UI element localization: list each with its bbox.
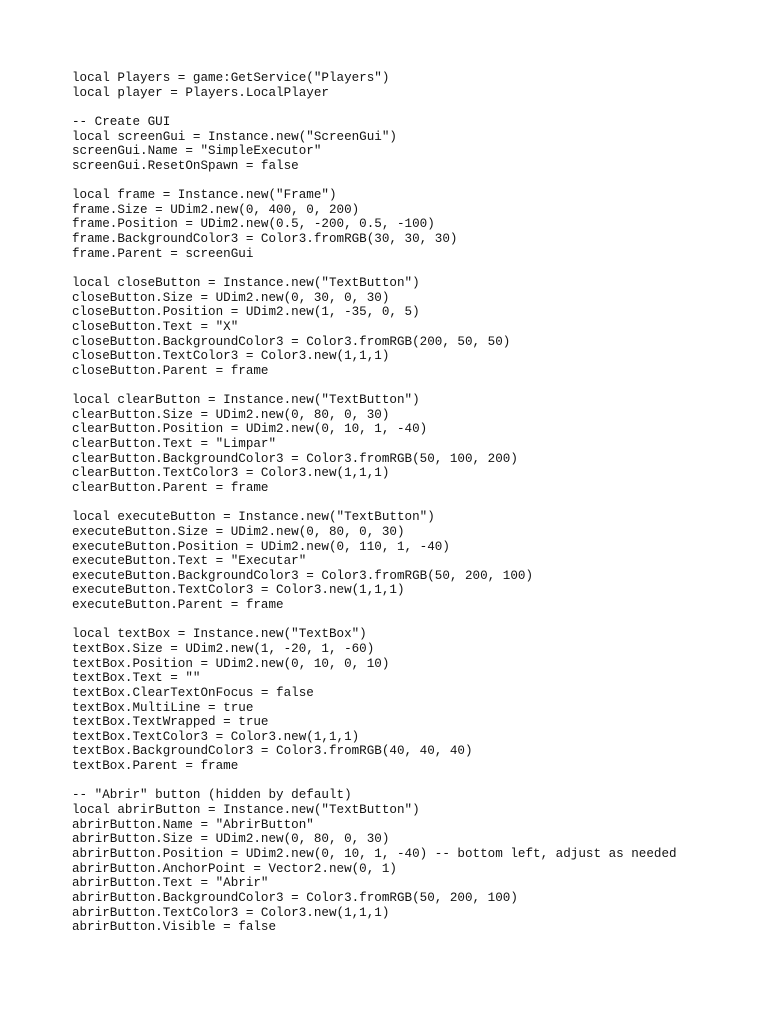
code-line: textBox.MultiLine = true bbox=[72, 700, 254, 715]
code-line: frame.Size = UDim2.new(0, 400, 0, 200) bbox=[72, 202, 360, 217]
code-line: abrirButton.Position = UDim2.new(0, 10, 1, -40) -- bottom left, adjust as needed bbox=[72, 846, 677, 861]
code-line: clearButton.Parent = frame bbox=[72, 480, 269, 495]
code-block bbox=[72, 71, 752, 935]
code-line: closeButton.TextColor3 = Color3.new(1,1,1) bbox=[72, 349, 390, 364]
code-line: local screenGui = Instance.new("ScreenGui") bbox=[72, 129, 397, 144]
code-line: closeButton.Text = "X" bbox=[72, 319, 239, 334]
code-line: closeButton.BackgroundColor3 = Color3.fromRGB(200, 50, 50) bbox=[72, 334, 511, 349]
code-line: -- Create GUI bbox=[72, 114, 171, 129]
code-line: clearButton.Size = UDim2.new(0, 80, 0, 30) bbox=[72, 407, 390, 422]
code-line: closeButton.Parent = frame bbox=[72, 363, 269, 378]
code-line: frame.Parent = screenGui bbox=[72, 246, 254, 261]
code-line: textBox.TextWrapped = true bbox=[72, 715, 269, 730]
code-line: local abrirButton = Instance.new("TextButton") bbox=[72, 803, 420, 818]
code-line: executeButton.Parent = frame bbox=[72, 598, 284, 613]
code-line: abrirButton.Size = UDim2.new(0, 80, 0, 30) bbox=[72, 832, 390, 847]
blank-line bbox=[72, 496, 752, 511]
code-line: executeButton.BackgroundColor3 = Color3.fromRGB(50, 200, 100) bbox=[72, 568, 534, 583]
code-line: frame.Position = UDim2.new(0.5, -200, 0.5, -100) bbox=[72, 217, 435, 232]
code-line: executeButton.TextColor3 = Color3.new(1,1,1) bbox=[72, 583, 405, 598]
blank-line bbox=[72, 378, 752, 393]
code-line: closeButton.Size = UDim2.new(0, 30, 0, 30) bbox=[72, 290, 390, 305]
blank-line bbox=[72, 100, 752, 115]
blank-line bbox=[72, 261, 752, 276]
blank-line bbox=[72, 173, 752, 188]
code-line: closeButton.Position = UDim2.new(1, -35, 0, 5) bbox=[72, 305, 420, 320]
code-line: textBox.BackgroundColor3 = Color3.fromRGB(40, 40, 40) bbox=[72, 744, 473, 759]
code-line: executeButton.Text = "Executar" bbox=[72, 554, 307, 569]
blank-line bbox=[72, 774, 752, 789]
code-line: abrirButton.Text = "Abrir" bbox=[72, 876, 269, 891]
code-line: screenGui.Name = "SimpleExecutor" bbox=[72, 144, 322, 159]
code-line: clearButton.TextColor3 = Color3.new(1,1,1) bbox=[72, 466, 390, 481]
code-line: local closeButton = Instance.new("TextButton") bbox=[72, 275, 420, 290]
code-line: textBox.Text = "" bbox=[72, 671, 201, 686]
code-line: local textBox = Instance.new("TextBox") bbox=[72, 627, 367, 642]
code-line: local player = Players.LocalPlayer bbox=[72, 85, 329, 100]
code-line: local Players = game:GetService("Players") bbox=[72, 71, 390, 85]
code-line: abrirButton.Visible = false bbox=[72, 920, 277, 935]
code-line: textBox.TextColor3 = Color3.new(1,1,1) bbox=[72, 729, 360, 744]
code-line: abrirButton.BackgroundColor3 = Color3.fromRGB(50, 200, 100) bbox=[72, 890, 518, 905]
code-line: local frame = Instance.new("Frame") bbox=[72, 188, 337, 203]
code-line: clearButton.Text = "Limpar" bbox=[72, 437, 277, 452]
code-line: textBox.Position = UDim2.new(0, 10, 0, 10) bbox=[72, 656, 390, 671]
code-line: local clearButton = Instance.new("TextButton") bbox=[72, 393, 420, 408]
code-line: local executeButton = Instance.new("TextButton") bbox=[72, 510, 435, 525]
code-line: abrirButton.AnchorPoint = Vector2.new(0, 1) bbox=[72, 861, 397, 876]
code-line: abrirButton.TextColor3 = Color3.new(1,1,1) bbox=[72, 905, 390, 920]
code-line: screenGui.ResetOnSpawn = false bbox=[72, 158, 299, 173]
code-line: textBox.ClearTextOnFocus = false bbox=[72, 685, 314, 700]
blank-line bbox=[72, 613, 752, 628]
code-line: textBox.Parent = frame bbox=[72, 759, 239, 774]
code-line: -- "Abrir" button (hidden by default) bbox=[72, 788, 352, 803]
code-line: clearButton.Position = UDim2.new(0, 10, 1, -40) bbox=[72, 422, 428, 437]
code-line: textBox.Size = UDim2.new(1, -20, 1, -60) bbox=[72, 641, 375, 656]
code-line: clearButton.BackgroundColor3 = Color3.fromRGB(50, 100, 200) bbox=[72, 451, 518, 466]
code-line: abrirButton.Name = "AbrirButton" bbox=[72, 817, 314, 832]
code-line: frame.BackgroundColor3 = Color3.fromRGB(30, 30, 30) bbox=[72, 232, 458, 247]
code-line: executeButton.Size = UDim2.new(0, 80, 0, 30) bbox=[72, 524, 405, 539]
code-line: executeButton.Position = UDim2.new(0, 110, 1, -40) bbox=[72, 539, 450, 554]
